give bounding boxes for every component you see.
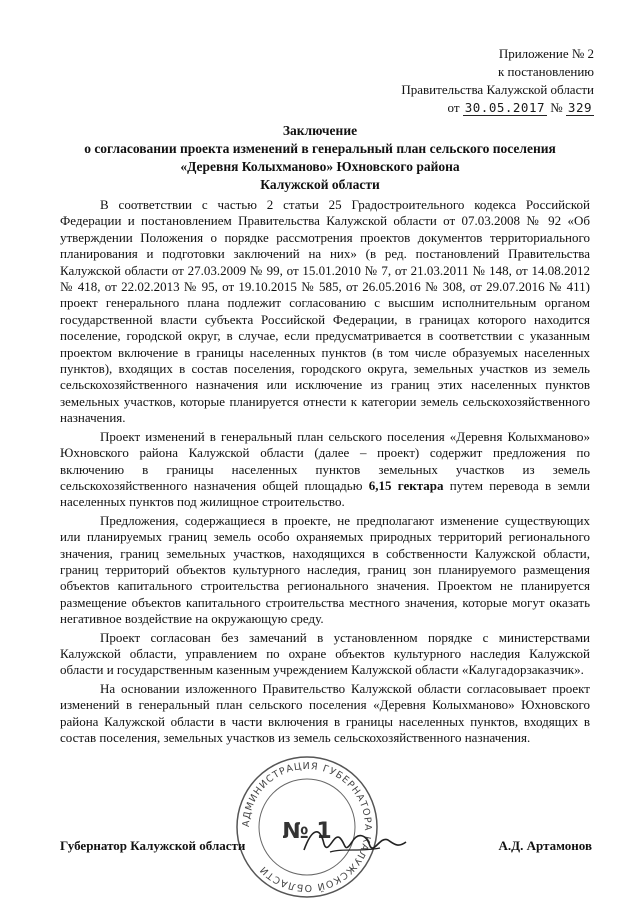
signatory-position: Губернатор Калужской области — [60, 838, 246, 853]
title-line-3: «Деревня Колыхманово» Юхновского района — [180, 159, 460, 174]
paragraph-approval: Проект согласован без замечаний в установленном порядке с министерствами Калужской области, управлением по охране объектов культурного наследия Калужской области и государственным казенным учреждением Калужской области «Калугадорзаказчик». — [60, 629, 590, 678]
appendix-date-line — [401, 99, 594, 117]
title-line-1: Заключение — [282, 123, 358, 138]
resolution-date: 30.05.2017 — [464, 100, 546, 115]
p2-text-end: путем перевода в земли населенных пунктов под жилищное строительство. — [60, 477, 591, 510]
paragraph-proposals: Предложения, содержащиеся в проекте, не предполагают изменение существующих или планируемых границ земель особо охраняемых природных территорий регионального значения, границ земельных участков, находящихся в собственности Калужской области, границ территорий объектов культурного наследия, границ зон планируемого размещения объектов капитального строительства регионального значения. Проектом не планируется размещение объектов капитального строительства местного значения, которые могут оказать негативное воздействие на окружающую среду. — [60, 512, 590, 627]
document-title — [60, 122, 580, 194]
date-prefix: от — [447, 100, 460, 115]
appendix-government-line: Правительства Калужской области — [401, 82, 594, 97]
p2-text-start: Проект изменений в генеральный план сельского поселения «Деревня Колыхманово» Юхновского района Калужской области (далее – проект) содержит предложения по включению в границы населенных пунктов земельных участков из земель сельскохозяйственного назначения общей площадью — [60, 428, 590, 493]
document-body — [60, 197, 590, 748]
paragraph-project-content — [60, 429, 590, 511]
paragraph-conclusion: На основании изложенного Правительство Калужской области согласовывает проект изменений в генеральный план сельского поселения «Деревня Колыхманово» Юхновского района Калужской области в части включения в границы населенных пунктов, входящих в состав поселения, земельных участков из земель сельскохозяйственного назначения. — [60, 680, 590, 745]
seal-ring-text: АДМИНИСТРАЦИЯ ГУБЕРНАТОРА КАЛУЖСКОЙ ОБЛАСТИ — [240, 760, 374, 894]
seal-number: № 1 — [282, 819, 332, 844]
number-sign: № — [550, 100, 563, 115]
appendix-resolution-line: к постановлению — [497, 64, 594, 79]
handwritten-signature — [300, 822, 410, 862]
signatory-name: А.Д. Артамонов — [498, 838, 592, 853]
title-line-2: о согласовании проекта изменений в генеральный план сельского поселения — [84, 141, 556, 156]
paragraph-legal-basis: В соответствии с частью 2 статьи 25 Градостроительного кодекса Российской Федерации и постановлением Правительства Калужской области от 07.03.2008 № 92 «Об утверждении Положения о порядке рассмотрения проектов документов территориального планирования и подготовки заключений на них» (в ред. постановлений Правительства Калужской области от 27.03.2009 № 99, от 15.01.2010 № 7, от 21.03.2011 № 148, от 14.08.2012 № 418, от 22.02.2013 № 95, от 19.10.2015 № 585, от 26.05.2016 № 308, от 29.07.2016 № 411) проект генерального плана подлежит согласованию с высшим исполнительным органом государственной власти субъекта Российской Федерации, в границах которого находится поселение, городской округ, в случае, если предусматривается в соответствии с указанным проектом включение в границы населенных пунктов (в том числе образуемых населенных пунктов), входящих в состав поселения, городского округа, земельных участков из земель сельскохозяйственного назначения или исключение из границ этих населенных пунктов земельных участков, которые планируется отнести к категории земель сельскохозяйственного назначения. — [60, 197, 590, 426]
appendix-title: Приложение № 2 — [498, 46, 594, 61]
resolution-number: 329 — [567, 100, 592, 115]
title-line-4: Калужской области — [260, 177, 380, 192]
area-value: 6,15 гектара — [368, 477, 444, 493]
appendix-header — [401, 45, 594, 117]
